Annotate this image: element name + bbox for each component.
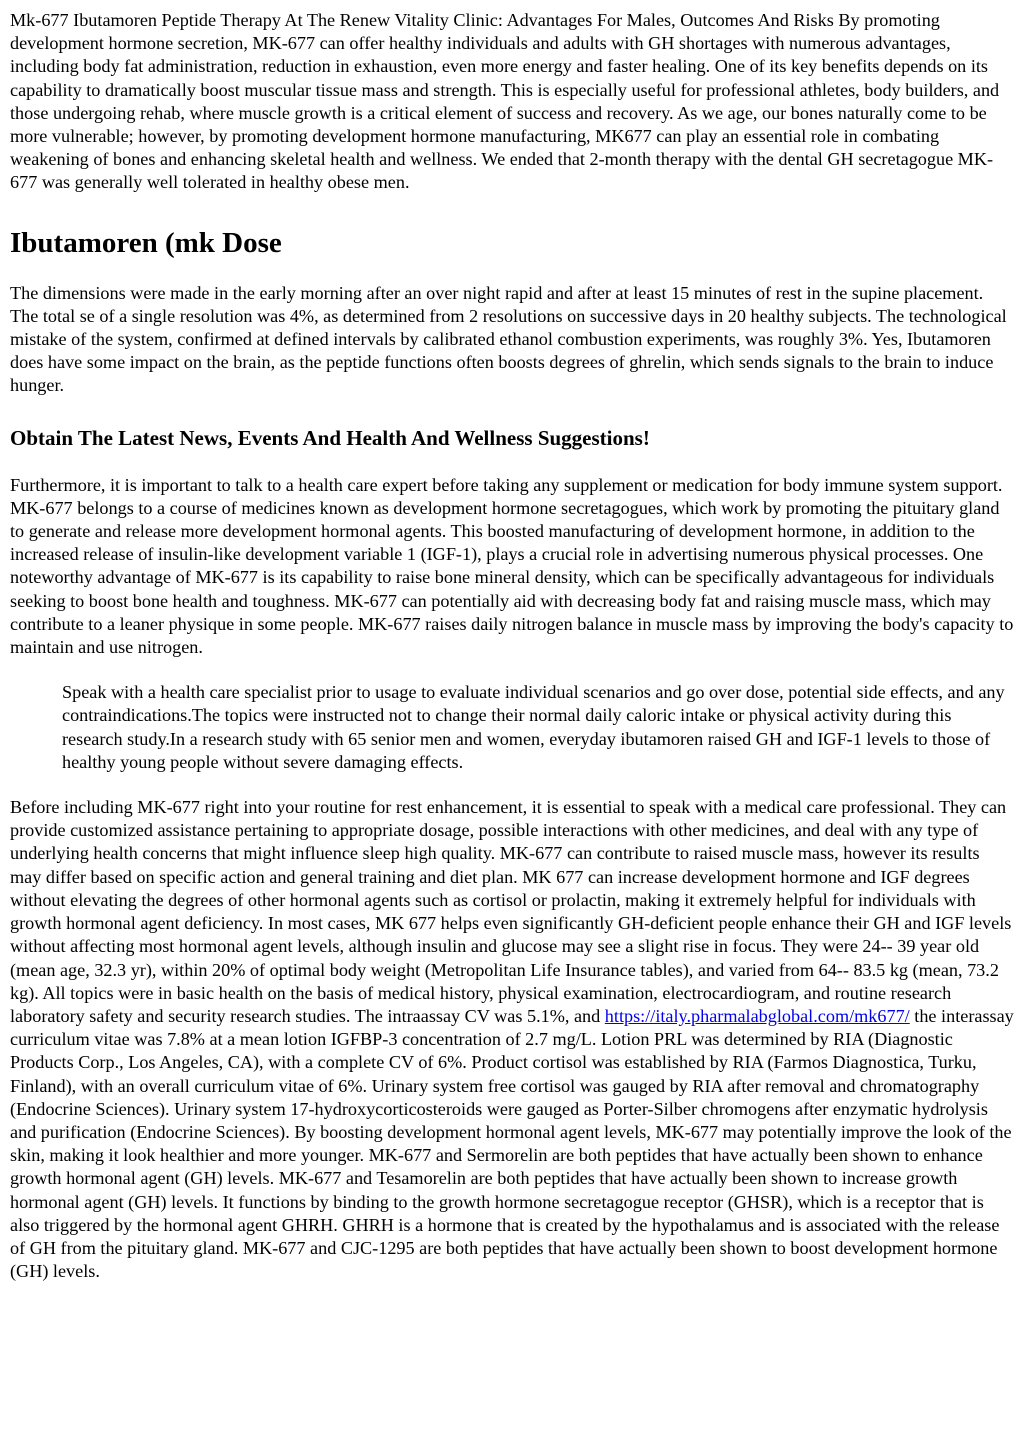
final-text-before-link: Before including MK-677 right into your routine for rest enhancement, it is essential to speak with a medical care professional. They can provide customized assistance pertaining to appropriate dosage, possible interactions with other medicines, and deal with any type of underlying health concerns that might influence sleep high quality. MK-677 can contribute to raised muscle mass, however its results may differ based on specific action and general training and diet plan. MK 677 can increase development hormone and IGF degrees without elevating the degrees of other hormonal agents such as cortisol or prolactin, making it extremely helpful for individuals with growth hormonal agent deficiency. In most cases, MK 677 helps even significantly GH-deficient people enhance their GH and IGF levels without affecting most hormonal agent levels, although insulin and glucose may see a slight rise in focus. They were 24-- 39 year old (mean age, 32.3 yr), within 20% of optimal body weight (Metropolitan Life Insurance tables), and varied from 64-- 83.5 kg (mean, 73.2 kg). All topics were in basic health on the basis of medical history, physical examination, electrocardiogram, and routine research laboratory safety and security research studies. The intraassay CV was 5.1%, and: [10, 797, 1012, 1026]
news-paragraph: Furthermore, it is important to talk to a health care expert before taking any supplement or medication for body immune system support. MK-677 belongs to a course of medicines known as development hormone secretagogues, which work by promoting the pituitary gland to generate and release more development hormonal agents. This boosted manufacturing of development hormone, in addition to the increased release of insulin-like development variable 1 (IGF-1), plays a crucial role in advertising numerous physical processes. One noteworthy advantage of MK-677 is its capability to raise bone mineral density, which can be specifically advantageous for individuals seeking to boost bone health and toughness. MK-677 can potentially aid with decreasing body fat and raising muscle mass, which may contribute to a leaner physique in some people. MK-677 raises daily nitrogen balance in muscle mass by improving the body's capacity to maintain and use nitrogen.: [10, 474, 1014, 658]
quote-block: [62, 681, 1014, 774]
final-paragraph: [10, 796, 1014, 1283]
quote-text: Speak with a health care specialist prior to usage to evaluate individual scenarios and go over dose, potential side effects, and any contraindications.The topics were instructed not to change their normal daily caloric intake or physical activity during this research study.In a research study with 65 senior men and women, everyday ibutamoren raised GH and IGF-1 levels to those of healthy young people without severe damaging effects.: [62, 682, 1005, 772]
mk677-link[interactable]: https://italy.pharmalabglobal.com/mk677/: [604, 1005, 910, 1026]
heading-ibutamoren-dose: Ibutamoren (mk Dose: [10, 226, 282, 259]
heading-latest-news: Obtain The Latest News, Events And Health And Wellness Suggestions!: [10, 425, 650, 450]
dose-paragraph: The dimensions were made in the early morning after an over night rapid and after at least 15 minutes of rest in the supine placement. The total se of a single resolution was 4%, as determined from 2 resolutions on successive days in 20 healthy subjects. The technological mistake of the system, confirmed at defined intervals by calibrated ethanol combustion experiments, was roughly 3%. Yes, Ibutamoren does have some impact on the brain, as the peptide functions often boosts degrees of ghrelin, which sends signals to the brain to induce hunger.: [10, 282, 1007, 396]
intro-paragraph: Mk-677 Ibutamoren Peptide Therapy At The Renew Vitality Clinic: Advantages For Males, Outcomes And Risks By promoting development hormone secretion, MK-677 can offer healthy individuals and adults with GH shortages with numerous advantages, including body fat administration, reduction in exhaustion, even more energy and faster healing. One of its key benefits depends on its capability to dramatically boost muscular tissue mass and strength. This is especially useful for professional athletes, body builders, and those undergoing rehab, where muscle growth is a critical element of success and recovery. As we age, our bones naturally come to be more vulnerable; however, by promoting development hormone manufacturing, MK677 can play an essential role in combating weakening of bones and enhancing skeletal health and wellness. We ended that 2-month therapy with the dental GH secretagogue MK-677 was generally well tolerated in healthy obese men.: [10, 10, 1000, 193]
final-text-after-link: the interassay curriculum vitae was 7.8% at a mean lotion IGFBP-3 concentration of 2.7 mg/L. Lotion PRL was determined by RIA (Diagnostic Products Corp., Los Angeles, CA), with a complete CV of 6%. Product cortisol was established by RIA (Farmos Diagnostica, Turku, Finland), with an overall curriculum vitae of 6%. Urinary system free cortisol was gauged by RIA after removal and chromatography (Endocrine Sciences). Urinary system 17-hydroxycorticosteroids were gauged as Porter-Silber chromogens after enzymatic hydrolysis and purification (Endocrine Sciences). By boosting development hormonal agent levels, MK-677 may potentially improve the look of the skin, making it look healthier and more younger. MK-677 and Sermorelin are both peptides that have actually been shown to enhance growth hormonal agent (GH) levels. MK-677 and Tesamorelin are both peptides that have actually been shown to increase growth hormonal agent (GH) levels. It functions by binding to the growth hormone secretagogue receptor (GHSR), which is a receptor that is also triggered by the hormonal agent GHRH. GHRH is a hormone that is created by the hypothalamus and is associated with the release of GH from the pituitary gland. MK-677 and CJC-1295 are both peptides that have actually been shown to boost development hormone (GH) levels.: [10, 1005, 1014, 1282]
